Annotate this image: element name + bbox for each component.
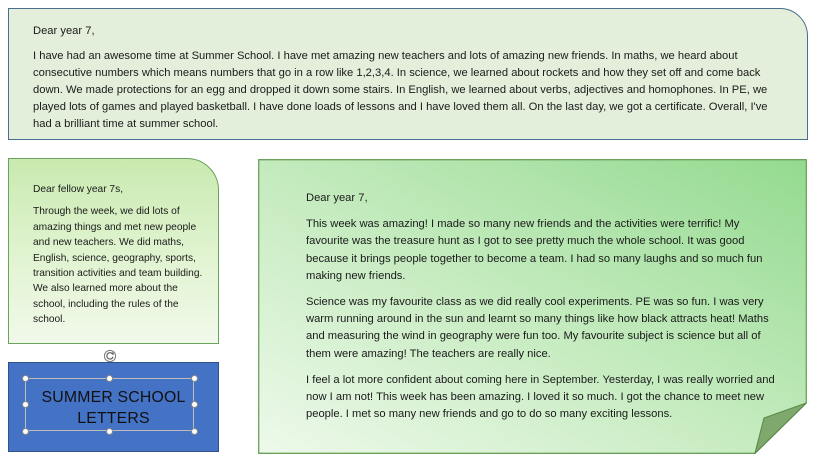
resize-handle-bottom-left[interactable] <box>22 428 29 435</box>
resize-handle-middle-right[interactable] <box>191 401 198 408</box>
letter-right-paragraph-3: I feel a lot more confident about coming here in September. Yesterday, I was really worried and now I am not! This week has been amazing. I loved it so much. I got the chance to meet new people. I met so many new friends and go to do so many exciting lessons. <box>306 373 775 421</box>
letter-right-greeting: Dear year 7, <box>306 192 368 204</box>
resize-handle-top-left[interactable] <box>22 375 29 382</box>
selection-frame <box>25 378 194 431</box>
resize-handle-bottom-center[interactable] <box>106 428 113 435</box>
rotate-handle-icon[interactable] <box>103 349 117 363</box>
letter-right-paragraph-1: This week was amazing! I made so many new friends and the activities were terrific! My favourite was the treasure hunt as I got to see pretty much the whole school. It was good because it brings people together to become a team. I had so many laughs and so much fun making new friends. <box>306 218 763 282</box>
resize-handle-top-center[interactable] <box>106 375 113 382</box>
letter-top-greeting: Dear year 7, <box>33 25 95 37</box>
letter-left[interactable] <box>8 158 219 344</box>
resize-handle-middle-left[interactable] <box>22 401 29 408</box>
title-line-1: SUMMER SCHOOL <box>41 389 186 406</box>
title-line-2: LETTERS <box>77 410 150 427</box>
letter-top[interactable] <box>8 8 808 140</box>
letter-right[interactable] <box>258 159 807 454</box>
resize-handle-top-right[interactable] <box>191 375 198 382</box>
resize-handle-bottom-right[interactable] <box>191 428 198 435</box>
letter-left-greeting: Dear fellow year 7s, <box>33 184 124 195</box>
letter-top-body: I have had an awesome time at Summer School. I have met amazing new teachers and lots of amazing new friends. In maths, we heard about consecutive numbers which means numbers that go in a row like 1,2,3,4. In science, we learned about rockets and how they set off and come back down. We made protections for an egg and dropped it down some stairs. In English, we learned about verbs, adjectives and homophones. In PE, we played lots of games and played basketball. I have done loads of lessons and I have loved them all. On the last day, we got a certificate. Overall, I've had a brilliant time at summer school. <box>33 50 768 130</box>
letter-left-body: Through the week, we did lots of amazing things and met new people and new teachers. We did maths, English, science, geography, sports, transition activities and team building. We also learned more about the school, including the rules of the school. <box>33 206 203 326</box>
letter-right-paragraph-2: Science was my favourite class as we did really cool experiments. PE was so fun. I was very warm running around in the sun and learnt so many things like how black attracts heat! Maths and measuring the wind in geography were fun too. My favourite subject is science but all of them were amazing! The teachers are really nice. <box>306 296 769 360</box>
